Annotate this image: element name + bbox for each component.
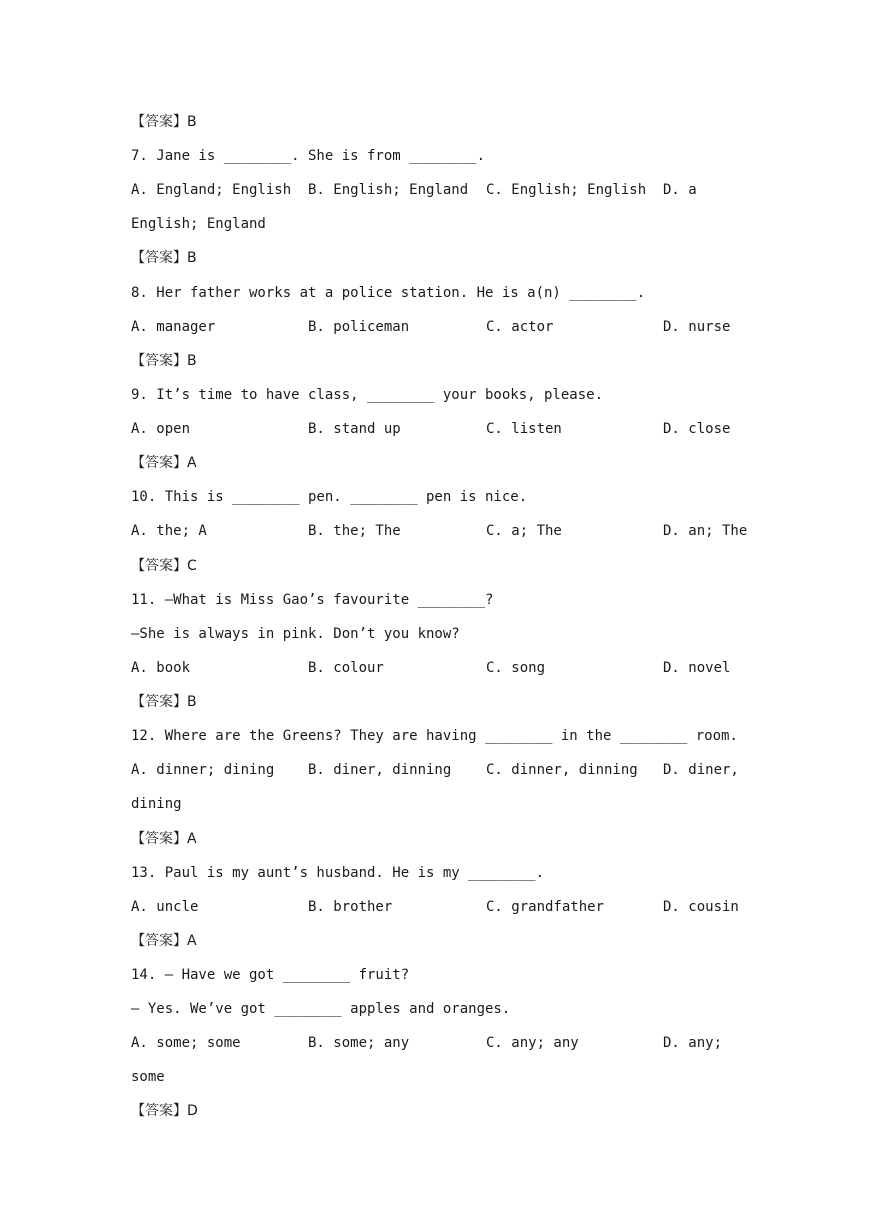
option-d: D. nurse	[663, 319, 731, 335]
answer-line: 【答案】C	[131, 558, 197, 574]
option-b: B. colour	[308, 660, 384, 676]
answer-line: 【答案】B	[131, 250, 197, 266]
question-8: 8. Her father works at a police station. He is a(n) ________.	[131, 285, 646, 301]
question-11-reply: —She is always in pink. Don’t you know?	[131, 626, 460, 642]
option-c: C. dinner, dinning	[486, 762, 638, 778]
option-c: C. a; The	[486, 523, 562, 539]
question-7: 7. Jane is ________. She is from ________.	[131, 148, 486, 164]
question-14-reply: — Yes. We’ve got ________ apples and oranges.	[131, 1001, 511, 1017]
option-a: A. uncle	[131, 899, 199, 915]
answer-line: 【答案】B	[131, 353, 197, 369]
option-d: D. cousin	[663, 899, 739, 915]
question-10: 10. This is ________ pen. ________ pen is nice.	[131, 489, 528, 505]
option-a: A. the; A	[131, 523, 207, 539]
answer-line: 【答案】A	[131, 455, 197, 471]
option-b: B. policeman	[308, 319, 410, 335]
option-c: C. grandfather	[486, 899, 605, 915]
answer-line: 【答案】B	[131, 694, 197, 710]
option-b: B. English; England	[308, 182, 469, 198]
option-a: A. open	[131, 421, 191, 437]
option-d-continued: dining	[131, 796, 182, 812]
option-d-continued: some	[131, 1069, 165, 1085]
answer-line: 【答案】B	[131, 114, 197, 130]
answer-line: 【答案】D	[131, 1103, 198, 1119]
option-a: A. some; some	[131, 1035, 241, 1051]
answer-line: 【答案】A	[131, 831, 197, 847]
option-a: A. book	[131, 660, 191, 676]
option-d: D. diner,	[663, 762, 739, 778]
option-b: B. the; The	[308, 523, 401, 539]
option-d: D. any;	[663, 1035, 723, 1051]
option-d: D. novel	[663, 660, 731, 676]
option-d: D. close	[663, 421, 731, 437]
option-c: C. any; any	[486, 1035, 579, 1051]
option-a: A. dinner; dining	[131, 762, 275, 778]
option-a: A. manager	[131, 319, 216, 335]
option-d-continued: English; England	[131, 216, 266, 232]
option-d: D. a	[663, 182, 697, 198]
answer-line: 【答案】A	[131, 933, 197, 949]
question-9: 9. It’s time to have class, ________ your books, please.	[131, 387, 604, 403]
option-b: B. stand up	[308, 421, 401, 437]
option-b: B. some; any	[308, 1035, 410, 1051]
option-a: A. England; English	[131, 182, 292, 198]
option-d: D. an; The	[663, 523, 748, 539]
question-12: 12. Where are the Greens? They are having ________ in the ________ room.	[131, 728, 738, 744]
option-c: C. listen	[486, 421, 562, 437]
option-b: B. diner, dinning	[308, 762, 452, 778]
option-c: C. song	[486, 660, 546, 676]
question-13: 13. Paul is my aunt’s husband. He is my ________.	[131, 865, 545, 881]
option-c: C. actor	[486, 319, 554, 335]
option-c: C. English; English	[486, 182, 647, 198]
question-11: 11. —What is Miss Gao’s favourite ________?	[131, 592, 494, 608]
option-b: B. brother	[308, 899, 393, 915]
question-14: 14. — Have we got ________ fruit?	[131, 967, 410, 983]
